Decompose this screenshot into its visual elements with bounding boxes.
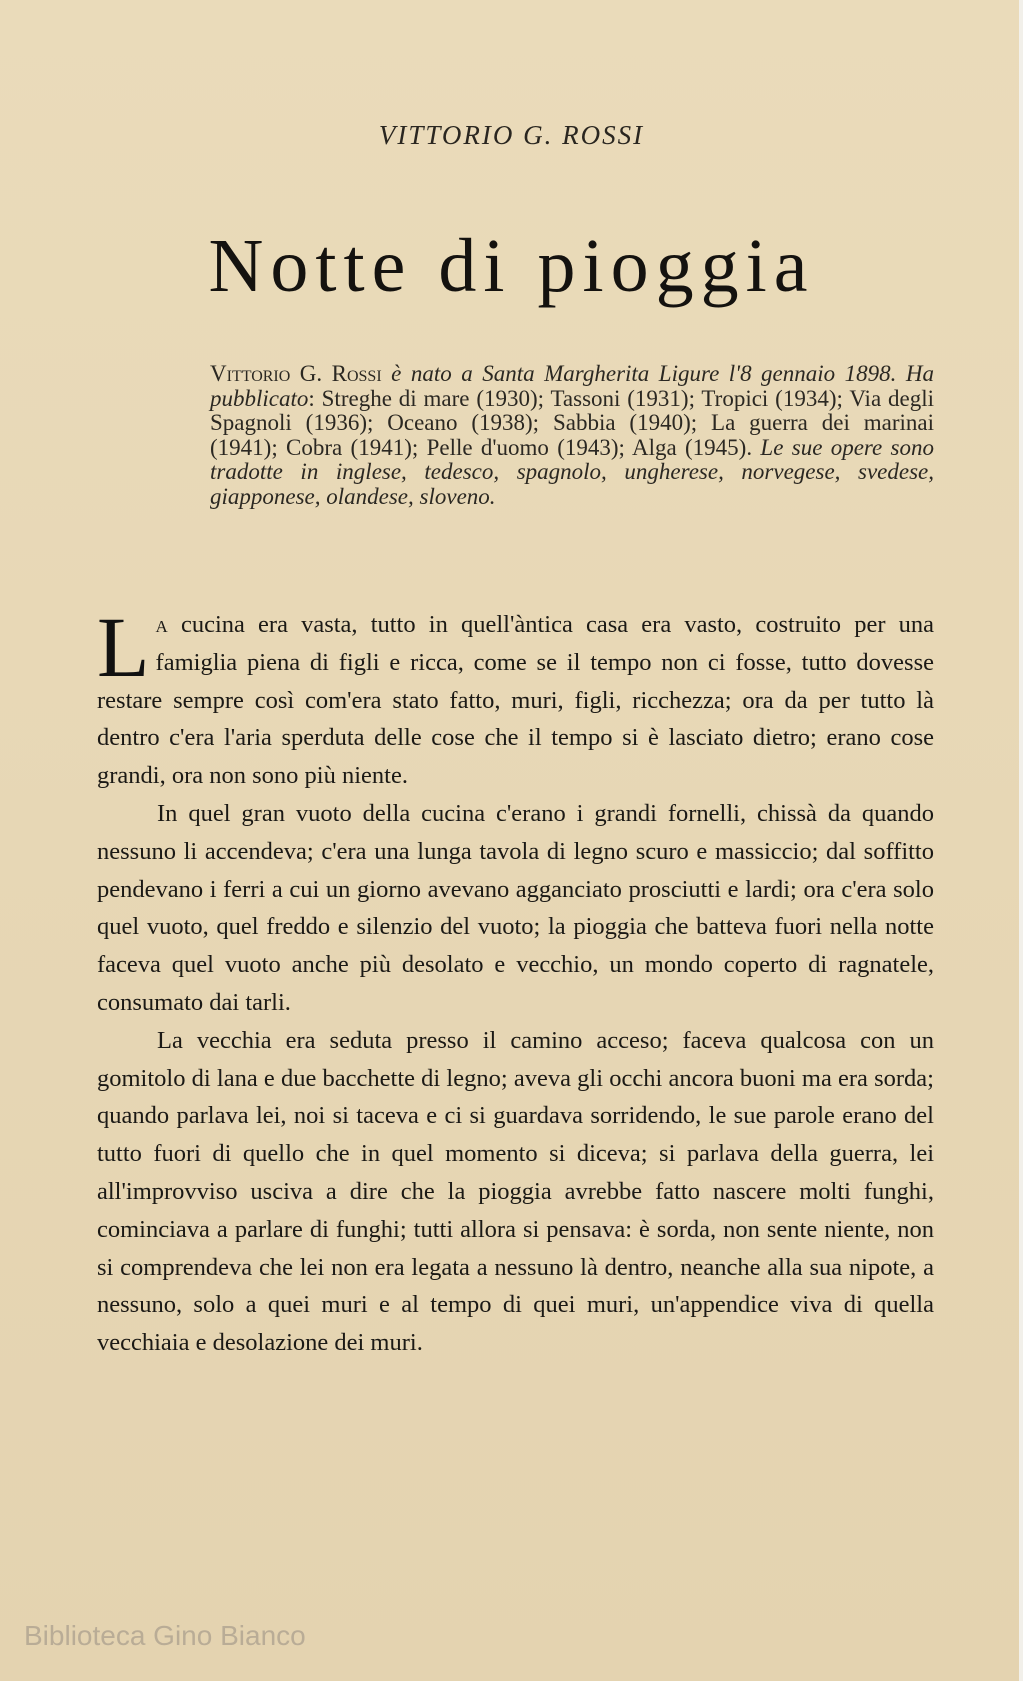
bio-published-label: Ha pubblicato xyxy=(210,361,935,411)
author-name: VITTORIO G. ROSSI xyxy=(378,120,645,150)
paragraph-1 xyxy=(97,599,934,795)
bio-birth: è nato a Santa Margherita Ligure l'8 gennaio 1898. xyxy=(391,361,897,386)
first-word: a xyxy=(155,611,168,638)
bio-name: Vittorio G. Rossi xyxy=(210,361,382,386)
page-title: Notte di pioggia xyxy=(208,224,815,308)
story-text xyxy=(97,599,934,1362)
bio-works: : Streghe di mare (1930); Tassoni (1931); Tropici (1934); Via degli Spagnoli (1936); Oceano (1938); Sabbia (1940); La guerra dei marinai (1941); Cobra (1941); Pelle d'uomo (1943); Alga (1945). xyxy=(210,385,934,460)
bio-translations: Le sue opere sono tradotte in inglese, tedesco, spagnolo, ungherese, norvegese, svedese, giapponese, olandese, sloveno. xyxy=(210,434,935,509)
author-bio xyxy=(210,362,934,509)
paragraph-3: La vecchia era seduta presso il camino acceso; faceva qualcosa con un gomitolo di lana e due bacchette di legno; aveva gli occhi ancora buoni ma era sorda; quando parlava lei, noi si taceva e ci si guardava sorridendo, le sue parole erano del tutto fuori di quello che in quel momento si diceva; si parlava della guerra, lei all'improvviso usciva a dire che la pioggia avrebbe fatto nascere molti funghi, cominciava a parlare di funghi; tutti allora si pensava: è sorda, non sente niente, non si comprendeva che lei non era legata a nessuno là dentro, neanche alla sua nipote, a nessuno, solo a quei muri e al tempo di quei muri, un'appendice viva di quella vecchiaia e desolazione dei muri. xyxy=(97,1026,934,1357)
paragraph-1-text: cucina era vasta, tutto in quell'àntica casa era vasto, costruito per una famiglia piena di figli e ricca, come se il tempo non ci fosse, tutto dovesse restare sempre così com'era stato fatto, muri, figli, ricchezza; ora da per tutto là dentro c'era l'aria sperduta delle cose che il tempo si è lasciato dietro; erano cose grandi, ora non sono più niente. xyxy=(97,611,934,790)
drop-cap: L xyxy=(97,599,150,695)
library-watermark: Biblioteca Gino Bianco xyxy=(24,1620,306,1651)
paragraph-2: In quel gran vuoto della cucina c'erano i grandi fornelli, chissà da quando nessuno li accendeva; c'era una lunga tavola di legno scuro e massiccio; dal soffitto pendevano i ferri a cui un giorno avevano agganciato prosciutti e lardi; ora c'era solo quel vuoto, quel freddo e silenzio del vuoto; la pioggia che batteva fuori nella notte faceva quel vuoto anche più desolato e vecchio, un mondo coperto di ragnatele, consumato dai tarli. xyxy=(97,799,934,1016)
